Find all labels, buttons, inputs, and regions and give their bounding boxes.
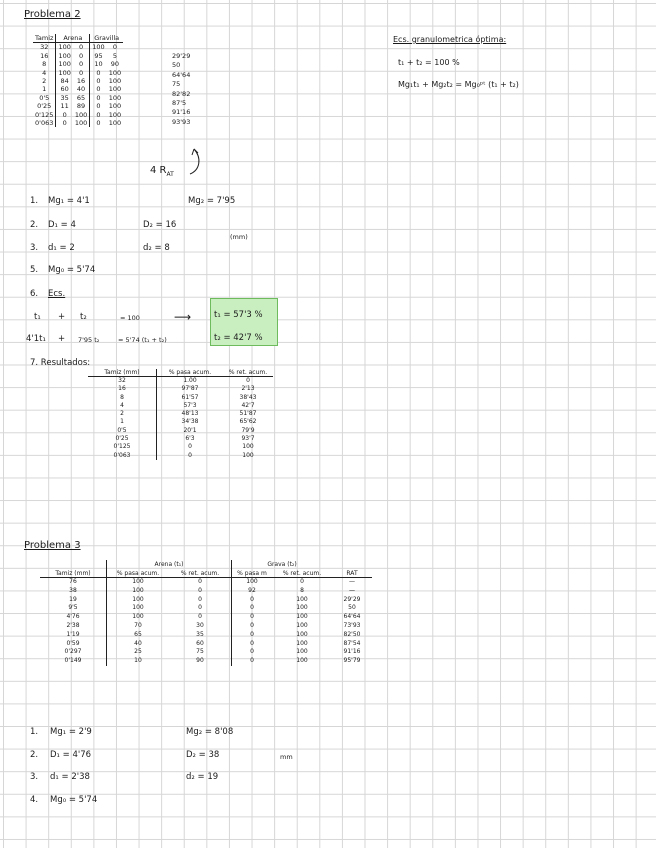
table-cell: 100 — [296, 604, 308, 612]
table-row — [88, 418, 273, 426]
table-row — [40, 657, 372, 666]
table-cell: 2'38 — [40, 622, 107, 631]
table-row — [40, 613, 372, 622]
p3-units-mm: mm — [280, 753, 293, 761]
table-cell: 29'29 — [343, 595, 361, 603]
table-cell: 57'3 — [183, 401, 197, 409]
table-row — [33, 119, 123, 127]
p3-mg2: Mg₂ = 8'08 — [186, 727, 234, 737]
table-cell: 100 — [242, 443, 254, 451]
table-cell: 0'297 — [40, 648, 107, 657]
table-cell: — — [349, 586, 355, 594]
table-cell: 0 — [96, 119, 101, 128]
p3-step-3-number: 3. — [30, 772, 39, 782]
p2-d2-small: d₂ = 8 — [143, 243, 170, 253]
table-cell: 100 — [296, 621, 308, 629]
table-row — [33, 69, 123, 77]
sys-l2-lhs1: 4'1t₁ — [26, 334, 46, 344]
table-cell: 100 — [296, 613, 308, 621]
table-cell: 1 — [88, 418, 157, 426]
table-cell: 100 — [132, 604, 144, 612]
rat-value: 64'64 — [172, 70, 191, 79]
table-row — [88, 443, 273, 451]
table-cell: 100 — [73, 119, 90, 127]
table-cell: 32 — [33, 43, 56, 52]
equation-title: Ecs. granulometrica óptima: — [393, 35, 507, 44]
table-cell: — — [349, 578, 355, 585]
table-cell: 100 — [108, 102, 122, 111]
table-cell: 65'62 — [239, 418, 257, 426]
table-cell: 60 — [169, 640, 232, 649]
table-cell: 0'125 — [88, 443, 157, 451]
table-row — [40, 648, 372, 657]
rat-value: 50 — [172, 61, 181, 70]
p3-d2-small: d₂ = 19 — [186, 772, 219, 782]
table-row — [33, 94, 123, 102]
table-cell: 0 — [169, 604, 232, 613]
table-cell: 0 — [73, 52, 90, 60]
table-cell: 25 — [134, 648, 142, 656]
p3-col-arena-ret: % ret. acum. — [169, 570, 232, 578]
table-cell: 0 — [250, 604, 254, 612]
sys-l1-t1: t₁ — [34, 312, 41, 322]
results-col-ret: % ret. acum. — [223, 369, 273, 377]
p2-mg2: Mg₂ = 7'95 — [188, 196, 236, 206]
table-cell: 42'7 — [241, 401, 255, 409]
table-cell: 0'25 — [33, 102, 56, 110]
table-cell: 100 — [58, 51, 71, 60]
table-cell: 0 — [96, 110, 101, 119]
table-cell: 100 — [58, 60, 71, 69]
table-cell: 100 — [132, 613, 144, 621]
table-cell: 16 — [33, 52, 56, 60]
table-cell: 95 — [94, 51, 103, 60]
table-row — [33, 111, 123, 119]
table-cell: 10 — [94, 60, 103, 69]
table-cell: 11 — [60, 102, 69, 111]
table-cell: 4 — [33, 69, 56, 77]
sys-l1-plus: + — [58, 312, 66, 322]
table-cell: 50 — [348, 604, 356, 612]
table-cell: 75 — [169, 648, 232, 657]
p2-col-tamiz: Tamiz — [33, 34, 56, 43]
table-row — [88, 435, 273, 443]
p3-col-tamiz: Tamiz (mm) — [40, 570, 107, 578]
table-cell: 0 — [96, 77, 101, 86]
p2-step-2-number: 2. — [30, 220, 39, 230]
p2-units-mm: (mm) — [230, 233, 248, 241]
table-cell: 65 — [73, 94, 90, 102]
table-cell: 0 — [250, 630, 254, 638]
table-cell: 76 — [40, 578, 107, 587]
table-cell: 0'063 — [33, 119, 56, 127]
results-label: 7. Resultados: — [30, 358, 91, 368]
table-cell: 0 — [62, 110, 67, 119]
results-col-pasa: % pasa acum. — [157, 369, 224, 377]
p3-col-rat: RAT — [332, 570, 372, 578]
equation-2: Mg₁t₁ + Mg₂t₂ = Mg₀ᵖᵗ (t₁ + t₂) — [398, 80, 519, 89]
table-cell: 0'5 — [88, 427, 157, 435]
table-cell: 91'16 — [343, 648, 361, 656]
p2-step-3-number: 3. — [30, 243, 39, 253]
table-cell: 10 — [134, 657, 142, 665]
result-arrow-icon: ⟶ — [174, 310, 192, 324]
table-cell: 65 — [134, 630, 142, 638]
p3-step-1-number: 1. — [30, 727, 39, 737]
table-row — [33, 60, 123, 68]
table-row — [88, 377, 273, 386]
sys-l1-rhs: = 100 — [120, 314, 140, 322]
p3-col-grava-ret: % ret. acum. — [272, 570, 332, 578]
table-cell: 34'38 — [181, 418, 199, 426]
table-cell: 0 — [169, 578, 232, 587]
table-cell: 1 — [33, 85, 56, 93]
table-cell: 0 — [250, 621, 254, 629]
result-t2: t₂ = 42'7 % — [214, 333, 263, 343]
p3-col-grava-pasa: % pasa m — [232, 570, 273, 578]
table-cell: 100 — [246, 578, 258, 585]
table-cell: 2'13 — [241, 385, 255, 393]
p2-col-arena: Arena — [56, 34, 90, 43]
p2-step-1-number: 1. — [30, 196, 39, 206]
table-cell: 100 — [108, 93, 122, 102]
table-cell: 89 — [73, 102, 90, 110]
p2-step-5-number: 5. — [30, 265, 39, 275]
table-cell: 0 — [250, 657, 254, 665]
table-cell: 100 — [73, 111, 90, 119]
table-cell: 0 — [73, 69, 90, 77]
rat-value: 82'82 — [172, 89, 191, 98]
rat-label: 4 $R_{AT}$ — [150, 165, 174, 178]
table-cell: 35 — [169, 631, 232, 640]
table-cell: 93'7 — [241, 435, 255, 443]
table-cell: 0 — [169, 613, 232, 622]
table-cell: 0 — [96, 93, 101, 102]
table-cell: 9'5 — [40, 604, 107, 613]
table-cell: 90 — [169, 657, 232, 666]
results-col-tamiz: Tamiz (mm) — [88, 369, 157, 377]
table-row — [40, 631, 372, 640]
table-cell: 6'3 — [185, 435, 195, 443]
p3-group-arena: Arena (t₁) — [107, 560, 232, 570]
table-cell: 38 — [40, 587, 107, 596]
table-cell: 90 — [110, 60, 120, 69]
p3-group-grava: Grava (t₂) — [267, 561, 297, 568]
table-cell: 0 — [246, 377, 250, 384]
rat-value: 91'16 — [172, 108, 191, 117]
p3-mg1: Mg₁ = 2'9 — [50, 727, 92, 737]
p2-ecs-label: Ecs. — [48, 289, 66, 299]
table-cell: 84 — [60, 77, 69, 86]
sys-l2-rhs: = 5'74 (t₁ + t₂) — [118, 336, 167, 344]
rat-value: 29'29 — [172, 52, 191, 60]
table-cell: 0 — [250, 613, 254, 621]
table-cell: 0'59 — [40, 640, 107, 649]
table-cell: 100 — [296, 657, 308, 665]
table-cell: 100 — [242, 451, 254, 459]
table-cell: 100 — [58, 68, 71, 77]
table-row — [33, 52, 123, 60]
table-cell: 5 — [112, 51, 117, 60]
table-cell: 30 — [169, 622, 232, 631]
table-cell: 100 — [296, 648, 308, 656]
table-cell: 87'54 — [343, 639, 361, 647]
table-row — [88, 452, 273, 460]
table-cell: 0 — [73, 43, 90, 52]
table-cell: 16 — [73, 77, 90, 85]
table-cell: 100 — [132, 578, 144, 585]
problem-3-title: Problema 3 — [24, 540, 81, 551]
table-cell: 0 — [250, 639, 254, 647]
table-cell: 70 — [134, 621, 142, 629]
table-cell: 0 — [73, 60, 90, 68]
sys-l2-plus: + — [58, 334, 66, 344]
table-row — [40, 604, 372, 613]
table-cell: 0'5 — [33, 94, 56, 102]
table-cell: 1.00 — [183, 377, 197, 384]
table-row — [88, 385, 273, 393]
table-cell: 0 — [188, 451, 192, 459]
table-cell: 19 — [40, 596, 107, 605]
table-cell: 0'149 — [40, 657, 107, 666]
table-cell: 48'13 — [181, 410, 199, 418]
result-t1: t₁ = 57'3 % — [214, 310, 263, 320]
table-cell: 100 — [108, 77, 122, 86]
table-cell: 95'79 — [343, 657, 361, 665]
p2-step-6-number: 6. — [30, 289, 39, 299]
p3-step-4-number: 4. — [30, 795, 39, 805]
table-cell: 97'87 — [181, 385, 199, 393]
table-cell: 0 — [169, 587, 232, 596]
table-row — [33, 85, 123, 93]
p2-mg1: Mg₁ = 4'1 — [48, 196, 90, 206]
table-cell: 100 — [296, 595, 308, 603]
table-cell: 8 — [300, 586, 304, 594]
p2-rat-column — [172, 52, 190, 127]
rat-curved-arrow — [186, 146, 206, 176]
rat-value: 75 — [172, 80, 181, 89]
table-row — [40, 596, 372, 605]
p2-d1-small: d₁ = 2 — [48, 243, 75, 253]
table-cell: 38'43 — [239, 393, 257, 401]
table-row — [40, 622, 372, 631]
table-cell: 40 — [73, 85, 90, 93]
p2-results-table — [88, 369, 273, 460]
table-cell: 0 — [96, 85, 101, 94]
table-cell: 0 — [250, 648, 254, 656]
table-cell: 64'64 — [343, 613, 361, 621]
p2-d2: D₂ = 16 — [143, 220, 177, 230]
table-cell: 100 — [108, 68, 122, 77]
p2-mg0: Mg₀ = 5'74 — [48, 265, 96, 275]
sys-l1-t2: t₂ — [80, 312, 87, 322]
table-cell: 0 — [169, 596, 232, 605]
table-cell: 0 — [188, 443, 192, 451]
table-cell: 0'063 — [88, 452, 157, 460]
sys-l2-lhs2: 7'95 t₂ — [78, 336, 100, 344]
p2-sieve-table — [33, 34, 123, 127]
table-cell: 8 — [88, 394, 157, 402]
table-cell: 4 — [88, 402, 157, 410]
p3-d1: D₁ = 4'76 — [50, 750, 92, 760]
table-row — [40, 578, 372, 587]
p3-mg0: Mg₀ = 5'74 — [50, 795, 98, 805]
p3-table — [40, 560, 372, 666]
table-cell: 8 — [33, 60, 56, 68]
table-cell: 0 — [300, 578, 304, 585]
table-row — [88, 402, 273, 410]
table-row — [33, 43, 123, 52]
table-cell: 73'93 — [343, 621, 361, 629]
table-cell: 100 — [132, 595, 144, 603]
p3-col-arena-pasa: % pasa acum. — [107, 570, 170, 578]
problem-2-title: Problema 2 — [24, 9, 81, 20]
table-cell: 100 — [108, 119, 122, 128]
table-cell: 82'50 — [343, 630, 361, 638]
p2-d1: D₁ = 4 — [48, 220, 76, 230]
table-cell: 2 — [33, 77, 56, 85]
p3-d1-small: d₁ = 2'38 — [50, 772, 90, 782]
table-row — [88, 410, 273, 418]
table-row — [88, 394, 273, 402]
table-cell: 16 — [88, 385, 157, 393]
table-cell: 40 — [134, 639, 142, 647]
p3-step-2-number: 2. — [30, 750, 39, 760]
table-cell: 100 — [108, 85, 122, 94]
table-cell: 0'125 — [33, 111, 56, 119]
table-cell: 92 — [248, 586, 256, 594]
table-cell: 32 — [88, 377, 157, 386]
table-cell: 0 — [62, 119, 67, 128]
table-cell: 0 — [96, 68, 101, 77]
table-cell: 60 — [60, 85, 69, 94]
table-row — [33, 102, 123, 110]
table-row — [88, 427, 273, 435]
rat-value: 93'93 — [172, 117, 191, 126]
table-cell: 0 — [96, 102, 101, 111]
table-cell: 100 — [92, 43, 105, 52]
table-cell: 0 — [112, 43, 117, 52]
table-row — [40, 640, 372, 649]
table-cell: 2 — [88, 410, 157, 418]
equation-1: t₁ + t₂ = 100 % — [398, 58, 460, 67]
table-cell: 100 — [108, 110, 122, 119]
table-cell: 100 — [58, 43, 71, 52]
p3-d2: D₂ = 38 — [186, 750, 220, 760]
rat-value: 87'5 — [172, 99, 187, 108]
table-row — [40, 587, 372, 596]
table-cell: 100 — [296, 639, 308, 647]
table-row — [33, 77, 123, 85]
table-cell: 1'19 — [40, 631, 107, 640]
table-cell: 0 — [250, 595, 254, 603]
table-cell: 61'57 — [181, 393, 199, 401]
table-cell: 79'9 — [241, 426, 255, 434]
table-cell: 20'1 — [183, 426, 197, 434]
table-cell: 35 — [60, 93, 69, 102]
table-cell: 0'25 — [88, 435, 157, 443]
table-cell: 100 — [132, 586, 144, 594]
table-cell: 4'76 — [40, 613, 107, 622]
table-cell: 100 — [296, 630, 308, 638]
table-cell: 51'87 — [239, 410, 257, 418]
p2-col-gravilla: Gravilla — [90, 34, 123, 43]
